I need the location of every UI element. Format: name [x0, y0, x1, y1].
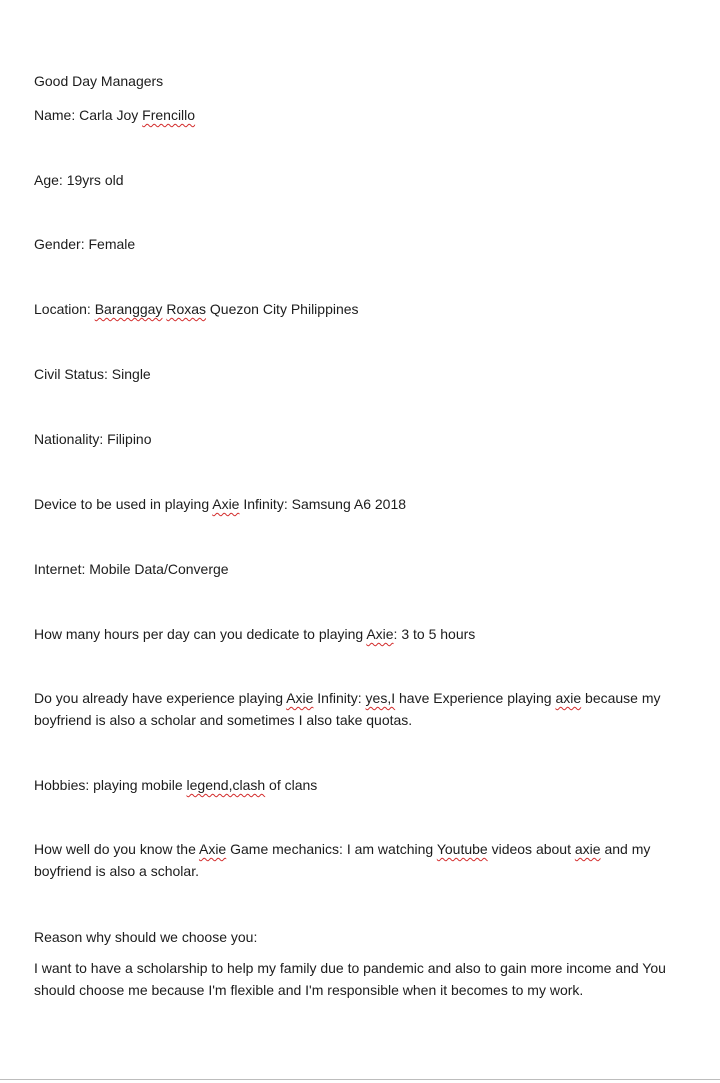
experience-misspelled-1: Axie [286, 690, 314, 706]
device-after: Infinity: Samsung A6 2018 [239, 496, 407, 512]
hours-line [34, 623, 704, 645]
name-value-misspelled: Frencillo [142, 107, 196, 123]
hours-after: : 3 to 5 hours [393, 626, 476, 642]
mechanics-middle-1: Game mechanics: I am watching [226, 841, 437, 857]
location-rest: Quezon City Philippines [206, 301, 359, 317]
reason-paragraph: I want to have a scholarship to help my family due to pandemic and also to gain more income and You should choose me because I'm flexible and I'm responsible when it becomes to my work. [34, 960, 666, 998]
device-before: Device to be used in playing [34, 496, 213, 512]
mechanics-middle-2: videos about [487, 841, 575, 857]
location-misspelled-2: Roxas [166, 301, 207, 317]
location-label: Location: [34, 301, 95, 317]
device-line [34, 493, 704, 515]
location-line [34, 298, 704, 320]
hobbies-line [34, 774, 704, 796]
device-misspelled: Axie [212, 496, 240, 512]
experience-before: Do you already have experience playing [34, 690, 287, 706]
hours-misspelled: Axie [366, 626, 394, 642]
mechanics-after: and my boyfriend is also a scholar. [34, 841, 651, 879]
page-bottom-divider [0, 1079, 720, 1080]
experience-misspelled-2: yes,I [365, 690, 396, 706]
hobbies-misspelled: legend,clash [186, 777, 266, 793]
hours-before: How many hours per day can you dedicate to playing [34, 626, 367, 642]
experience-middle-2: have Experience playing [395, 690, 556, 706]
gender-line: Gender: Female [34, 236, 136, 252]
mechanics-before: How well do you know the [34, 841, 199, 857]
civil-status-line: Civil Status: Single [34, 366, 151, 382]
experience-middle-1: Infinity: [313, 690, 366, 706]
hobbies-before: Hobbies: playing mobile [34, 777, 187, 793]
experience-paragraph [34, 687, 704, 731]
hobbies-after: of clans [265, 777, 318, 793]
greeting-line: Good Day Managers [34, 73, 164, 89]
mechanics-paragraph [34, 838, 704, 882]
name-label: Name: Carla Joy [34, 107, 143, 123]
experience-misspelled-3: axie [555, 690, 582, 706]
location-misspelled-1: Baranggay [94, 301, 163, 317]
mechanics-misspelled-2: Youtube [436, 841, 488, 857]
reason-label: Reason why should we choose you: [34, 929, 258, 945]
age-line: Age: 19yrs old [34, 172, 124, 188]
mechanics-misspelled-1: Axie [198, 841, 227, 857]
name-line [34, 104, 704, 126]
experience-after: because my boyfriend is also a scholar and sometimes I also take quotas. [34, 690, 661, 728]
mechanics-misspelled-3: axie [574, 841, 601, 857]
nationality-line: Nationality: Filipino [34, 431, 152, 447]
internet-line: Internet: Mobile Data/Converge [34, 561, 229, 577]
